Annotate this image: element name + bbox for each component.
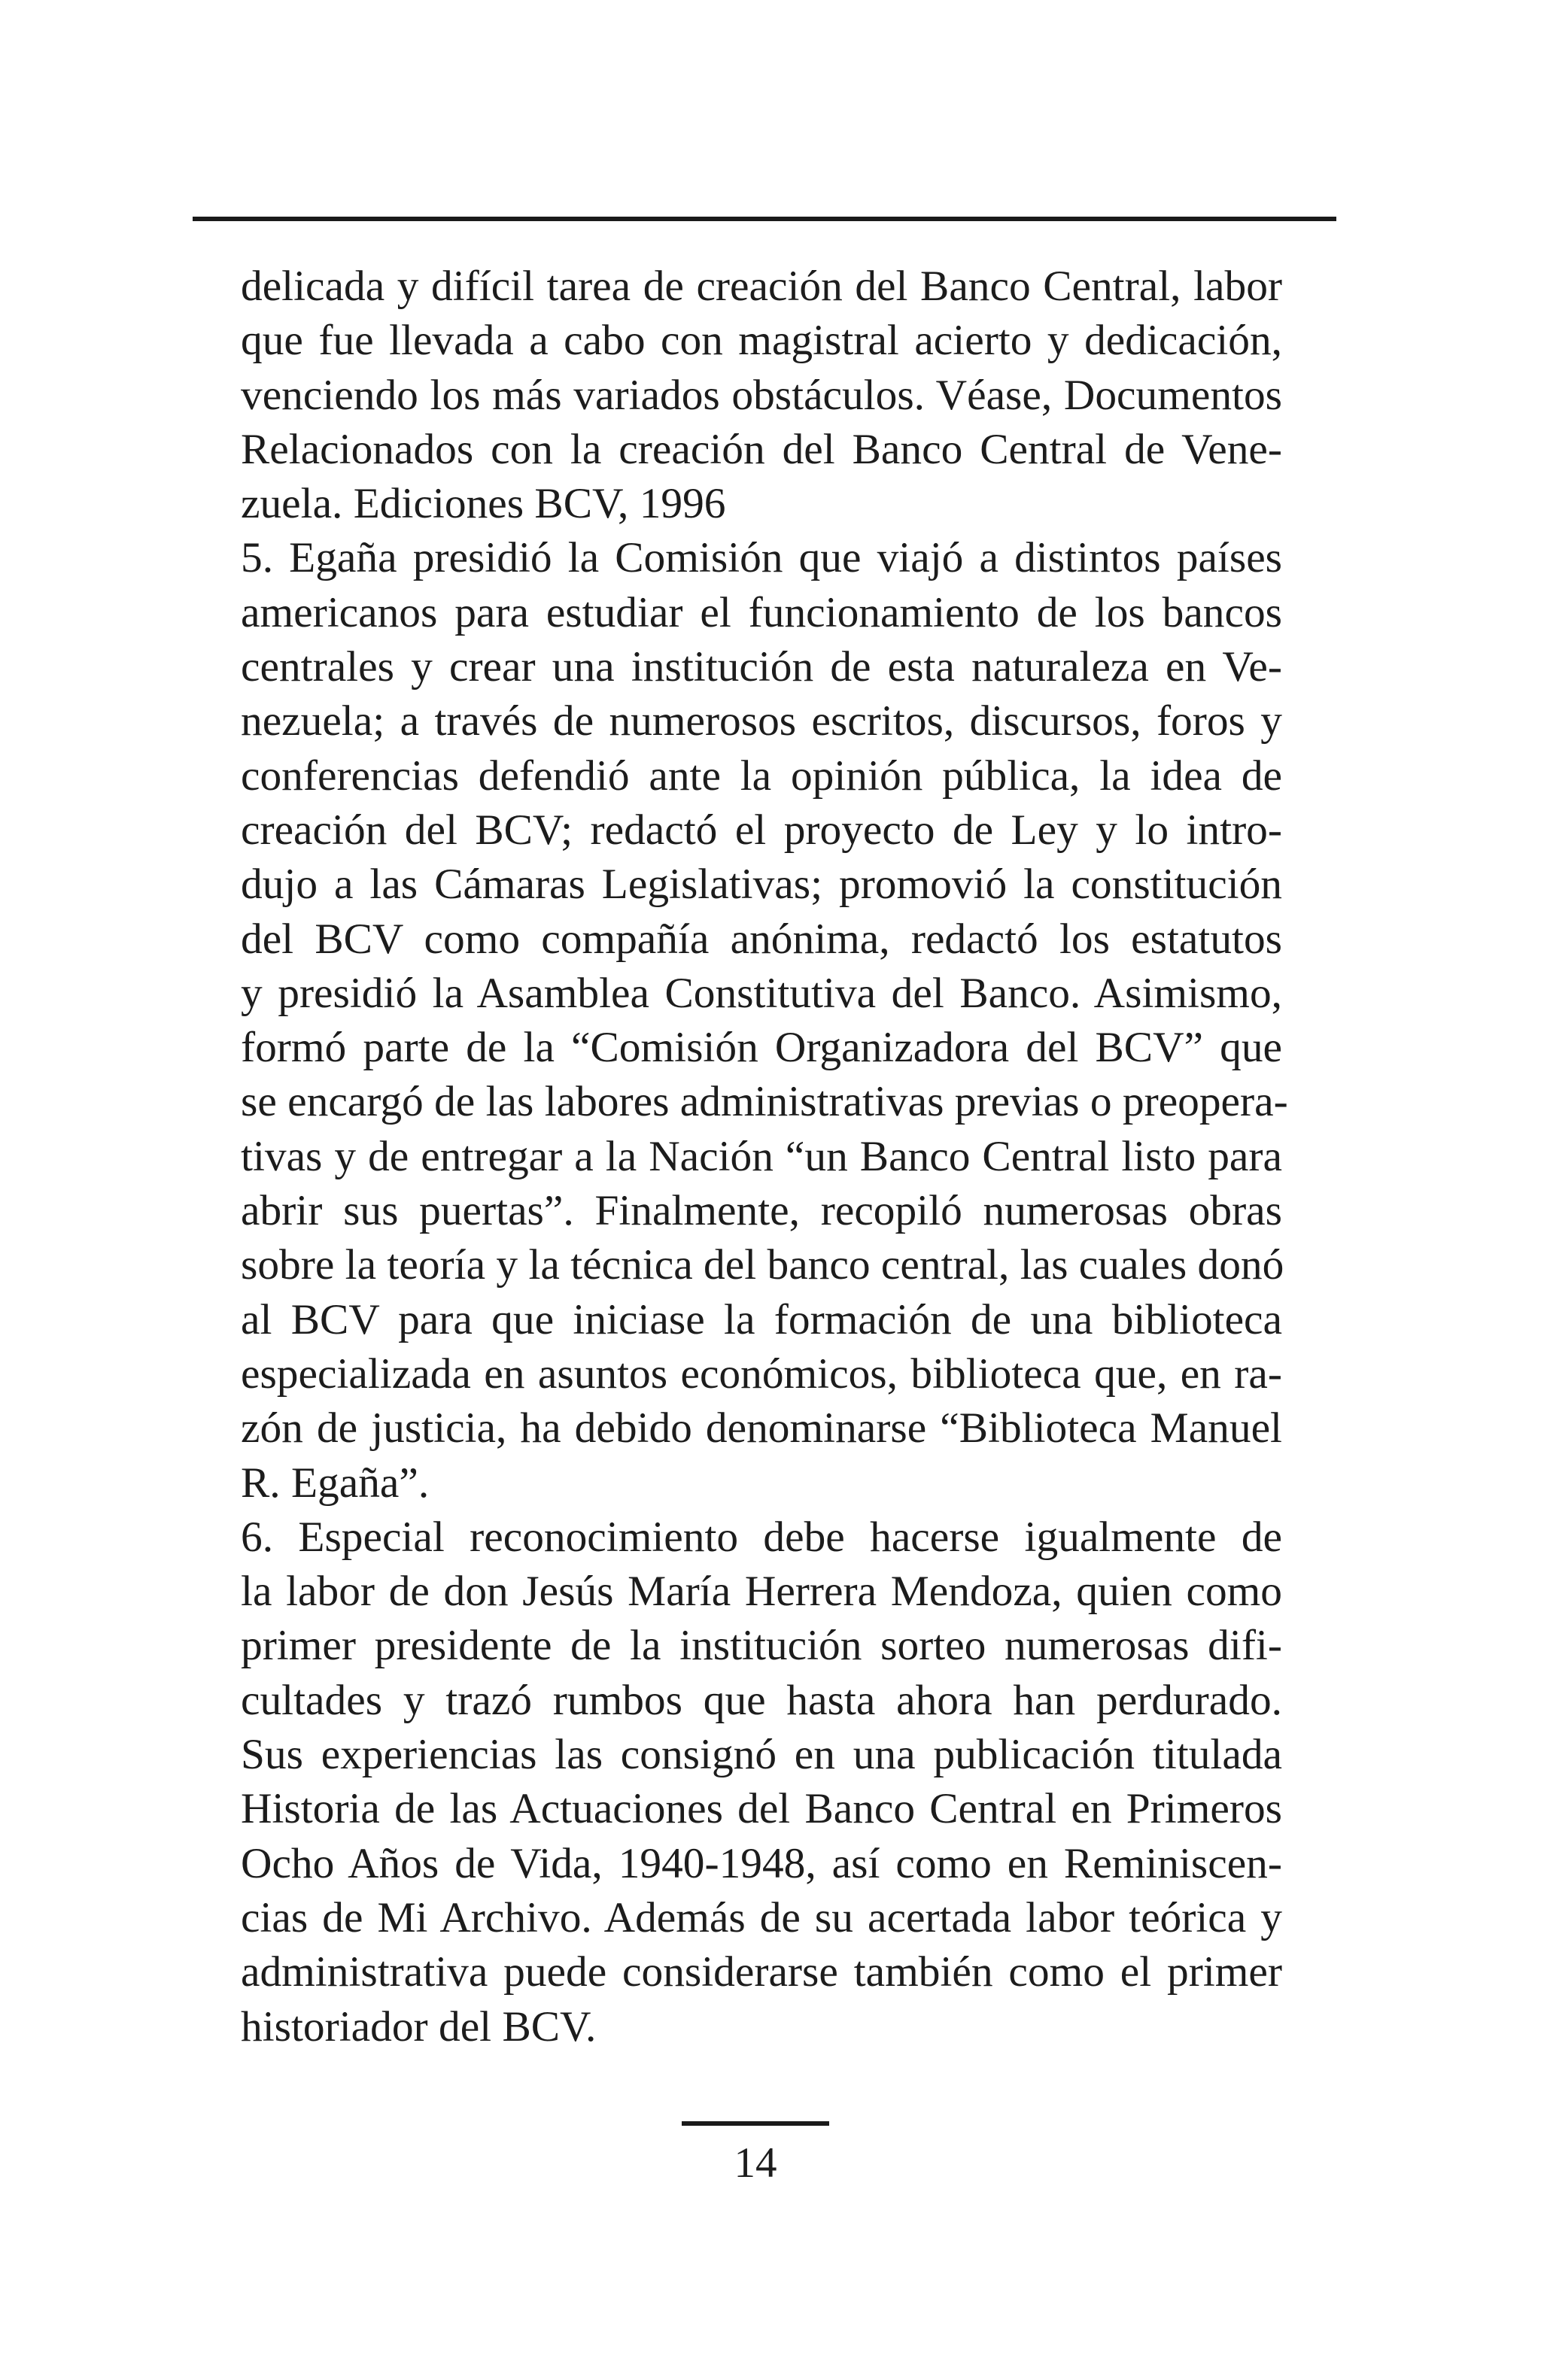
text-line: Ocho Años de Vida, 1940-1948, así como en Reminiscen- bbox=[241, 1839, 1282, 1887]
text-line: del BCV como compañía anónima, redactó los estatutos bbox=[241, 915, 1282, 963]
text-line: al BCV para que iniciase la formación de una biblioteca bbox=[241, 1295, 1282, 1343]
text-line: zuela. Ediciones BCV, 1996 bbox=[241, 480, 726, 528]
text-line: y presidió la Asamblea Constitutiva del Banco. Asimismo, bbox=[241, 969, 1282, 1017]
text-line: tivas y de entregar a la Nación “un Banco Central listo para bbox=[241, 1132, 1282, 1180]
text-line: formó parte de la “Comisión Organizadora del BCV” que bbox=[241, 1024, 1282, 1072]
text-line: dujo a las Cámaras Legislativas; promovió la constitución bbox=[241, 861, 1282, 909]
text-line: administrativa puede considerarse también como el primer bbox=[241, 1948, 1282, 1996]
text-line: americanos para estudiar el funcionamiento de los bancos bbox=[241, 588, 1282, 636]
page-number: 14 bbox=[734, 2139, 777, 2187]
text-line: cias de Mi Archivo. Además de su acertada labor teórica y bbox=[241, 1893, 1282, 1941]
text-line: 6. Especial reconocimiento debe hacerse igualmente de bbox=[241, 1513, 1282, 1561]
page-body-text bbox=[241, 260, 1288, 2054]
text-line: se encargó de las labores administrativas previas o preopera- bbox=[241, 1078, 1288, 1126]
text-line: nezuela; a través de numerosos escritos, discursos, foros y bbox=[241, 697, 1282, 745]
text-line: centrales y crear una institución de esta naturaleza en Ve- bbox=[241, 643, 1282, 691]
text-line: historiador del BCV. bbox=[241, 2002, 597, 2051]
text-line: Sus experiencias las consignó en una publicación titulada bbox=[241, 1731, 1282, 1779]
text-line: especializada en asuntos económicos, biblioteca que, en ra- bbox=[241, 1349, 1282, 1398]
text-line: creación del BCV; redactó el proyecto de Ley y lo intro- bbox=[241, 806, 1282, 854]
header-rule bbox=[193, 217, 1336, 221]
text-line: conferencias defendió ante la opinión pública, la idea de bbox=[241, 751, 1282, 800]
text-line: zón de justicia, ha debido denominarse “Biblioteca Manuel bbox=[241, 1404, 1282, 1453]
text-line: sobre la teoría y la técnica del banco central, las cuales donó bbox=[241, 1241, 1284, 1289]
text-line: cultades y trazó rumbos que hasta ahora han perdurado. bbox=[241, 1676, 1282, 1724]
text-line: 5. Egaña presidió la Comisión que viajó a distintos países bbox=[241, 534, 1282, 582]
text-line: la labor de don Jesús María Herrera Mendoza, quien como bbox=[241, 1568, 1282, 1616]
text-line: que fue llevada a cabo con magistral acierto y dedicación, bbox=[241, 317, 1282, 365]
text-line: R. Egaña”. bbox=[241, 1459, 430, 1507]
text-line: abrir sus puertas”. Finalmente, recopiló numerosas obras bbox=[241, 1187, 1282, 1235]
text-line: venciendo los más variados obstáculos. Véase, Documentos bbox=[241, 371, 1282, 419]
text-line: Historia de las Actuaciones del Banco Central en Primeros bbox=[241, 1785, 1282, 1833]
text-line: delicada y difícil tarea de creación del Banco Central, labor bbox=[241, 263, 1282, 310]
footer-rule bbox=[682, 2121, 829, 2126]
text-line: primer presidente de la institución sorteo numerosas difi- bbox=[241, 1622, 1282, 1670]
text-line: Relacionados con la creación del Banco Central de Vene- bbox=[241, 425, 1282, 473]
